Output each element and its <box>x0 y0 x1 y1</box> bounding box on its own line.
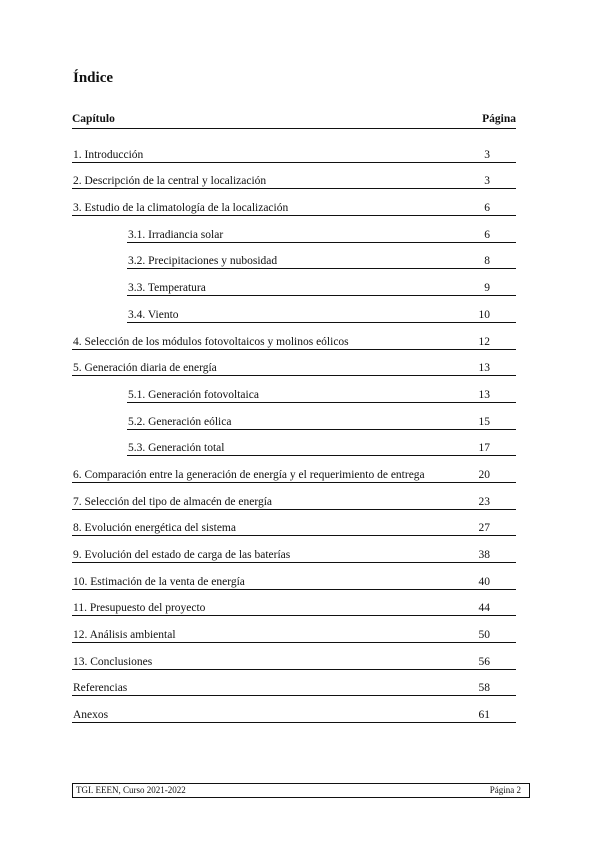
toc-entry-line <box>72 335 516 350</box>
toc-entry <box>72 564 516 591</box>
toc-entry <box>72 270 516 297</box>
toc-entry-page: 20 <box>478 468 490 481</box>
toc-entry-label: 3. Estudio de la climatología de la localización <box>73 202 289 215</box>
toc-entry-label: 8. Evolución energética del sistema <box>73 522 236 535</box>
toc-entry-label: 3.4. Viento <box>128 308 179 321</box>
toc-entry-line <box>72 148 516 163</box>
toc-entry-line <box>127 308 516 323</box>
toc-entry-page: 61 <box>478 709 490 722</box>
toc-entry <box>72 244 516 271</box>
toc-entry-line <box>127 415 516 430</box>
toc-entry-page: 40 <box>478 575 490 588</box>
toc-entry-page: 44 <box>478 602 490 615</box>
toc-entry-line <box>72 521 516 536</box>
toc-entry-line <box>72 548 516 563</box>
toc-entry-label: 12. Análisis ambiental <box>73 629 176 642</box>
page-column-label: Página <box>482 113 516 125</box>
toc-entry-line <box>72 201 516 216</box>
toc-entry-label: 3.3. Temperatura <box>128 282 206 295</box>
toc-entry-label: 4. Selección de los módulos fotovoltaicos y molinos eólicos <box>73 335 349 348</box>
toc-entry <box>72 217 516 244</box>
index-title: Índice <box>73 70 114 86</box>
toc-entry-page: 17 <box>478 442 490 455</box>
toc-entry-page: 12 <box>478 335 490 348</box>
toc-entry-label: 2. Descripción de la central y localización <box>73 175 267 188</box>
toc-entry-label: 5.1. Generación fotovoltaica <box>128 388 259 401</box>
toc-entry-label: 3.1. Irradiancia solar <box>128 228 224 241</box>
toc-entry <box>72 511 516 538</box>
toc-entry-page: 6 <box>484 228 490 241</box>
toc-entry-label: 7. Selección del tipo de almacén de energía <box>73 495 273 508</box>
toc-entry-page: 56 <box>478 655 490 668</box>
toc-entry <box>72 164 516 191</box>
toc-entry-page: 8 <box>484 255 490 268</box>
toc-entry-page: 58 <box>478 682 490 695</box>
toc-entry-label: 6. Comparación entre la generación de energía y el requerimiento de entrega <box>73 468 425 481</box>
toc-entry-line <box>72 575 516 590</box>
toc-entry <box>72 404 516 431</box>
toc-entry-page: 9 <box>484 282 490 295</box>
toc-entry-line <box>127 388 516 403</box>
toc-entry-line <box>127 254 516 269</box>
toc-entry <box>72 377 516 404</box>
toc-entry-page: 3 <box>484 175 490 188</box>
toc-entry <box>72 484 516 511</box>
toc-entry-line <box>72 681 516 696</box>
toc-entry <box>72 644 516 671</box>
toc-entry <box>72 697 516 724</box>
toc-entry <box>72 324 516 351</box>
toc-entry-line <box>72 495 516 510</box>
toc-entry <box>72 591 516 618</box>
toc-entry <box>72 537 516 564</box>
footer-page-number: Página 2 <box>489 785 521 795</box>
toc-entry <box>72 297 516 324</box>
chapter-column-label: Capítulo <box>72 113 115 125</box>
toc-entry-label: 13. Conclusiones <box>73 655 153 668</box>
toc-entry <box>72 617 516 644</box>
toc-entry-page: 6 <box>484 202 490 215</box>
page-footer <box>72 783 530 798</box>
toc-entry-line <box>72 708 516 723</box>
toc-entry-page: 10 <box>478 308 490 321</box>
toc-entry <box>72 457 516 484</box>
toc-entry-page: 13 <box>478 362 490 375</box>
toc-entry-line <box>72 468 516 483</box>
toc-entry <box>72 351 516 378</box>
toc-entry-line <box>72 601 516 616</box>
toc-entry-page: 50 <box>478 629 490 642</box>
toc-entry-page: 13 <box>478 388 490 401</box>
toc-entry-label: 11. Presupuesto del proyecto <box>73 602 206 615</box>
toc-entry-label: Anexos <box>73 709 109 722</box>
toc-header <box>72 113 516 129</box>
toc-entry-line <box>127 441 516 456</box>
toc-entry-page: 15 <box>478 415 490 428</box>
toc-entry-page: 23 <box>478 495 490 508</box>
footer-course: TGI. EEEN, Curso 2021-2022 <box>76 785 186 795</box>
toc-entry-label: 9. Evolución del estado de carga de las baterías <box>73 549 291 561</box>
toc-entry-line <box>127 228 516 243</box>
toc-entry-page: 3 <box>484 148 490 161</box>
toc-entry-line <box>72 174 516 189</box>
toc-entry <box>72 137 516 164</box>
toc-entry-label: 5.3. Generación total <box>128 442 225 455</box>
toc-entry-label: Referencias <box>73 682 128 695</box>
toc-entry-page: 38 <box>478 549 490 561</box>
toc-entry-line <box>127 281 516 296</box>
toc-entry-label: 5.2. Generación eólica <box>128 415 232 428</box>
toc-entry-line <box>72 655 516 670</box>
toc-entry <box>72 431 516 458</box>
table-of-contents <box>72 137 516 724</box>
toc-entry-label: 10. Estimación de la venta de energía <box>73 575 245 588</box>
toc-entry-page: 27 <box>478 522 490 535</box>
toc-entry <box>72 671 516 698</box>
toc-entry-label: 3.2. Precipitaciones y nubosidad <box>128 255 278 268</box>
toc-entry-label: 1. Introducción <box>73 148 144 161</box>
toc-entry <box>72 190 516 217</box>
toc-entry-line <box>72 361 516 376</box>
toc-entry-label: 5. Generación diaria de energía <box>73 362 217 375</box>
toc-entry-line <box>72 628 516 643</box>
